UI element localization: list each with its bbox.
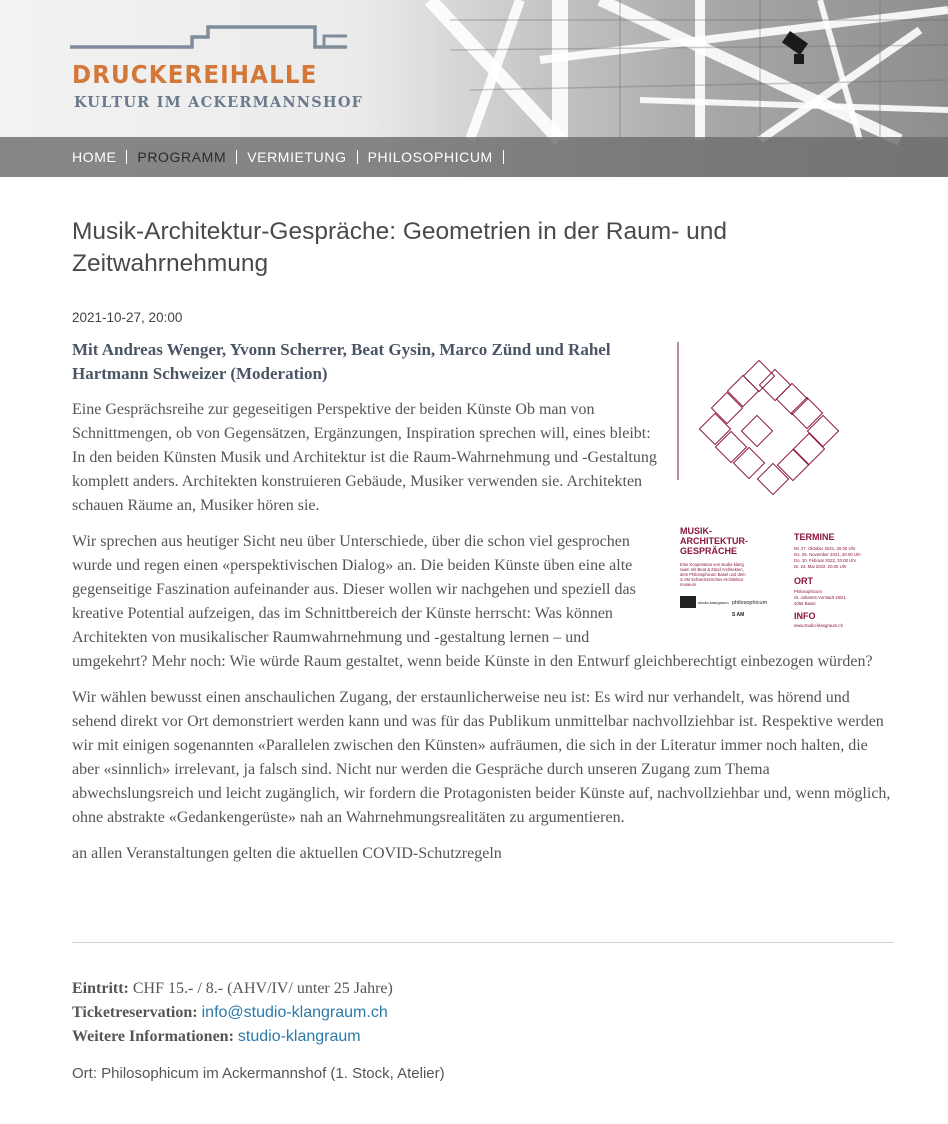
event-paragraph: Eine Gesprächsreihe zur gegeseitigen Perspektive der beiden Künste Ob man von Schnittmengen, ob von Gegensätzen, Ergänzungen, Inspiration sprechen will, eines bleibt: In den beiden Künsten Musik und Architektur ist die Raum-Wahrnehmung und -Gestaltung komplett anders. Architekten konstruieren Gebäude, Musiker verwenden sie. Architekten schauen Räume an, Musiker hören sie. [72,401,657,514]
info-row [72,1025,894,1049]
nav-item-home[interactable]: HOME [72,150,127,164]
event-date: 2021-10-27, 20:00 [72,310,183,325]
info-link[interactable]: studio-klangraum [237,1028,361,1045]
poster-ort-label: ORT [794,576,813,586]
spotlight-icon [782,31,808,64]
svg-text:studio-klangraum: studio-klangraum [698,600,729,605]
nav-item-programm[interactable]: PROGRAMM [127,150,237,164]
event-paragraph: Wir wählen bewusst einen anschaulichen Zugang, der erstaunlicherweise neu ist: Es wird nur verhandelt, was hörend und sehend direkt vor Ort demonstriert werden kann und was für das Publikum unmittelbar nachvollziehbar ist. Respektive werden wir mit einigen sogenannten «Parallelen zwischen den Künsten» aufräumen, die sich in der Literatur immer noch halten, die aber «sinnlich» irrelevant, ja falsch sind. Nicht nur werden die Gespräche durch unseren Zugang zum Thema abwechslungsreich und leicht zugänglich, wir fordern die Protagonisten beider Künste auf, nachvollziehbar und, wenn möglich, ohne abstrakte «Gedankengerüste» nah an Wahrnehmungsrealitäten zu argumentieren. [72,689,891,826]
info-label: Weitere Informationen: [72,1028,234,1045]
poster-title: MUSIK- ARCHITEKTUR- GESPRÄCHE [680,526,748,556]
page-title: Musik-Architektur-Gespräche: Geometrien in der Raum- und Zeitwahrnehmung [72,218,727,277]
poster-desc: Eine Kooperation von studio-klang raum mit Beat & Zünd Architekten, dem Philosophicum Basel und dem S AM Schweizerisches Architektur museum [680,562,746,587]
poster-termine: Mi. 27. Oktober 2021, 20.00 Uhr Do. 25. November 2021, 20.00 Uhr Do. 10. Februar 2022, 20.00 Uhr Di. 24. Mai 2022, 20.00 Uhr [794,546,861,569]
eintritt-value: CHF 15.- / 8.- (AHV/IV/ unter 25 Jahre) [132,980,393,997]
divider [72,942,894,943]
poster-logo-philosophicum: philosophicum [732,600,768,606]
poster-info-label: INFO [794,611,816,621]
eintritt-row [72,977,894,1001]
event-details [72,977,894,1049]
poster-logo-studio-klangraum [680,596,696,608]
covid-note: an allen Veranstaltungen gelten die aktuellen COVID-Schutzregeln [72,845,502,862]
ticket-email-link[interactable]: info@studio-klangraum.ch [201,1004,388,1021]
ticket-row [72,1001,894,1025]
venue-text: Ort: Philosophicum im Ackermannshof (1. Stock, Atelier) [72,1065,445,1082]
logo-title[interactable]: DRUCKEREIHALLE [72,60,318,89]
poster-graphic [676,340,888,640]
poster-logo-sam: S AM [732,612,745,618]
poster-termine-label: TERMINE [794,532,835,542]
event-poster[interactable] [676,340,888,640]
nav-item-philosophicum[interactable]: PHILOSOPHICUM [358,150,504,164]
eintritt-label: Eintritt: [72,980,129,997]
ticket-label: Ticketreservation: [72,1004,198,1021]
event-content [72,338,894,878]
nav-item-vermietung[interactable]: VERMIETUNG [237,150,357,164]
event-paragraph: Wir sprechen aus heutiger Sicht neu über Unterschiede, über die schon viel gesprochen wurde und regen einen «perspektivischen Dialog» an. Die beiden Künste üben eine alte gegenseitige Faszination aufeinander aus. Dieser wollen wir nachgehen und speziell das kreative Potential aufzeigen, das im Schnittbereich der Künste herrscht: Was können Architekten von musikalischer Raumwahrnehmung und -gestaltung lernen – und umgekehrt? Mehr noch: Wie würde Raum gestaltet, wenn beide Künste in den Entwurf gleichberechtigt einbezogen würden? [72,533,873,670]
event-lead: Mit Andreas Wenger, Yvonn Scherrer, Beat Gysin, Marco Zünd und Rahel Hartmann Schweizer (Moderation) [72,340,611,383]
poster-info: www.studio-klangraum.ch [794,623,843,628]
site-header [0,0,948,177]
main-nav [0,137,948,177]
logo-subtitle: KULTUR IM ACKERMANNSHOF [74,94,364,111]
poster-ort: Philosophicum St. Johanns-Vorstadt 19/21 4056 Basel [794,589,846,606]
